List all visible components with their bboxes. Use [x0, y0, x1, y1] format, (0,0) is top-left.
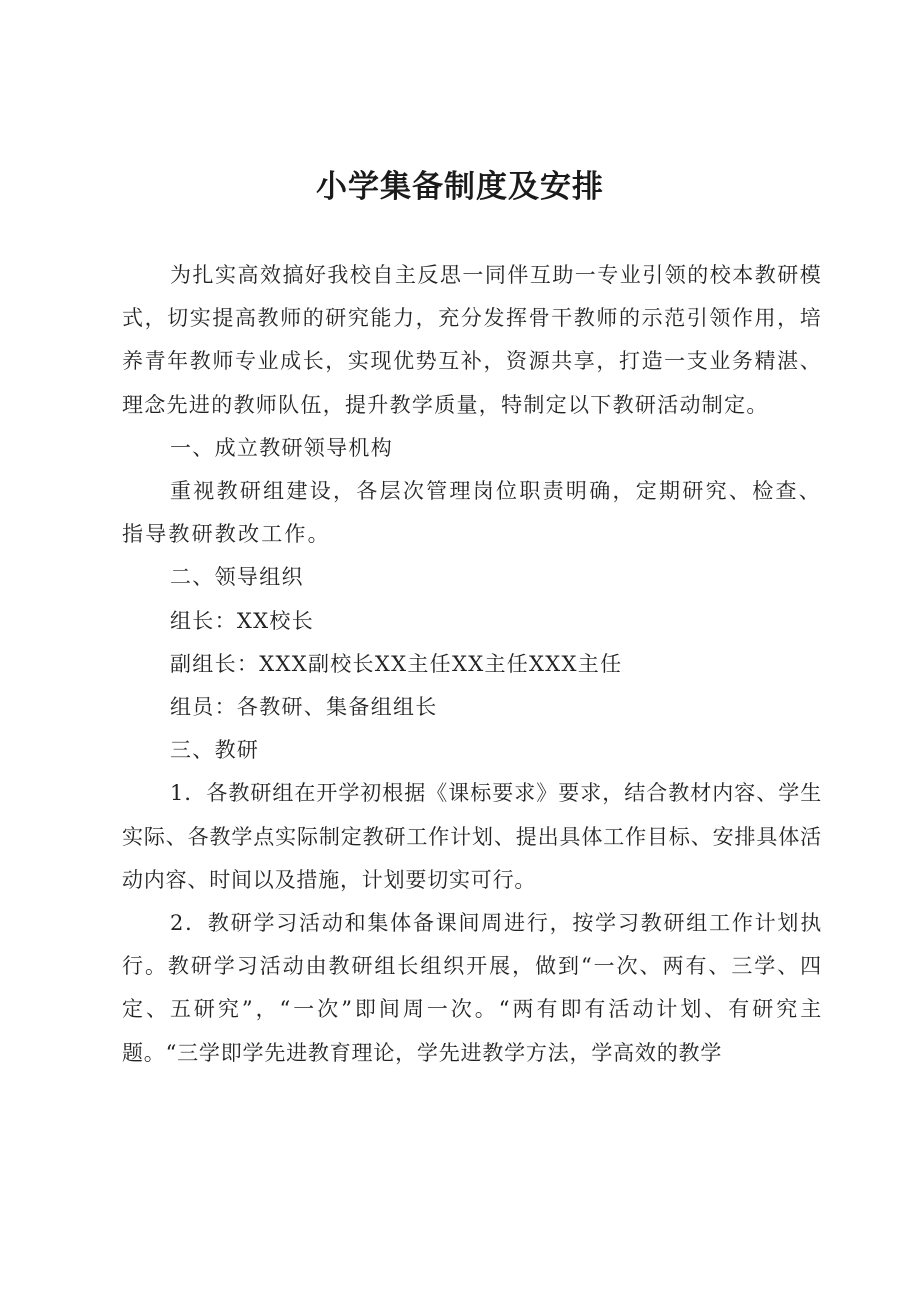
teaching-research-item-1: 1．各教研组在开学初根据《课标要求》要求，结合教材内容、学生实际、各教学点实际制定教研工作计划、提出具体工作目标、安排具体活动内容、时间以及措施，计划要切实可行。 [122, 781, 822, 892]
section-heading-2: 二、领导组织 [170, 565, 304, 590]
document-body [122, 254, 822, 1075]
section-1-paragraph: 重视教研组建设，各层次管理岗位职责明确，定期研究、检查、指导教研教改工作。 [122, 479, 822, 547]
intro-paragraph: 为扎实高效搞好我校自主反思一同伴互助一专业引领的校本教研模式，切实提高教师的研究能力，充分发挥骨干教师的示范引领作用，培养青年教师专业成长，实现优势互补，资源共享，打造一支业务精湛、理念先进的教师队伍，提升教学质量，特制定以下教研活动制定。 [122, 263, 822, 417]
leader-line: 组长：XX校长 [170, 608, 314, 633]
teaching-research-item-2: 2．教研学习活动和集体备课间周进行，按学习教研组工作计划执行。教研学习活动由教研组长组织开展，做到“一次、两有、三学、四定、五研究”，“一次”即间周一次。“两有即有活动计划、有研究主题。“三学即学先进教育理论，学先进教学方法，学高效的教学 [122, 911, 822, 1065]
members-line: 组员：各教研、集备组组长 [170, 695, 438, 720]
section-heading-3: 三、教研 [170, 738, 260, 763]
section-heading-1: 一、成立教研领导机构 [170, 435, 393, 460]
deputy-leader-line: 副组长：XXX副校长XX主任XX主任XXX主任 [170, 651, 623, 676]
document-title: 小学集备制度及安排 [316, 169, 604, 205]
